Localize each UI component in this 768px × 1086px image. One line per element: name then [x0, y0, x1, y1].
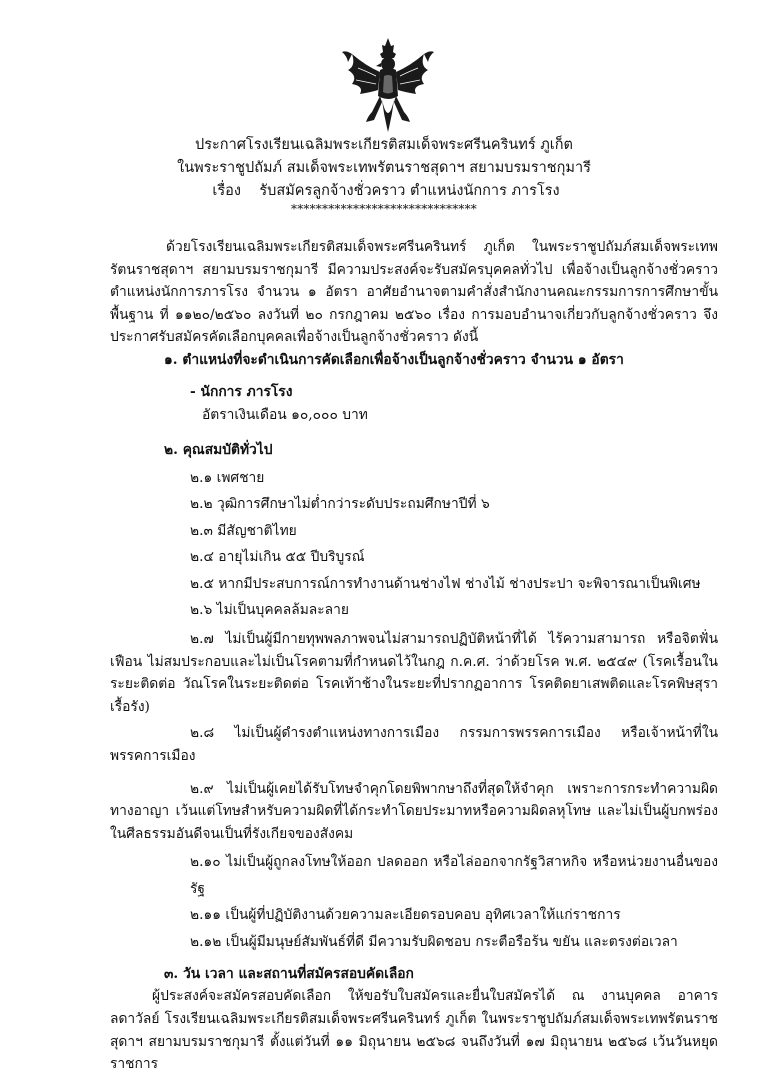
- subject-text: รับสมัครลูกจ้างชั่วคราว ตำแหน่งนักการ ภารโรง: [259, 183, 560, 199]
- qualification-item: ๒.๑๒ เป็นผู้มีมนุษย์สัมพันธ์ที่ดี มีความรับผิดชอบ กระตือรือร้น ขยัน และตรงต่อเวลา: [190, 933, 678, 950]
- announcement-body: [110, 236, 718, 1076]
- qualification-list-continued: [110, 849, 718, 955]
- section-1-heading: ๑. ตำแหน่งที่จะดำเนินการคัดเลือกเพื่อจ้างเป็นลูกจ้างชั่วคราว จำนวน ๑ อัตรา: [164, 351, 624, 368]
- qualification-item: ๒.๑๐ ไม่เป็นผู้ถูกลงโทษให้ออก ปลดออก หรือไล่ออกจากรัฐวิสาหกิจ หรือหน่วยงานอื่นของรัฐ: [190, 854, 718, 897]
- qualification-item: ๒.๓ มีสัญชาติไทย: [190, 522, 297, 539]
- separator-stars: ******************************: [291, 202, 477, 216]
- header-line-2: ในพระราชูปถัมภ์ สมเด็จพระเทพรัตนราชสุดาฯ สยามบรมราชกุมารี: [177, 160, 591, 176]
- qualification-item: ๒.๔ อายุไม่เกิน ๕๕ ปีบริบูรณ์: [190, 549, 365, 566]
- subject-label: เรื่อง: [212, 183, 241, 199]
- qualification-item: ๒.๕ หากมีประสบการณ์การทำงานด้านช่างไฟ ช่างไม้ ช่างประปา จะพิจารณาเป็นพิเศษ: [190, 575, 701, 592]
- position-salary: อัตราเงินเดือน ๑๐,๐๐๐ บาท: [202, 406, 368, 423]
- qualification-item-7: ๒.๗ ไม่เป็นผู้มีกายทุพพลภาพจนไม่สามารถปฏิบัติหน้าที่ได้ ไร้ความสามารถ หรือจิตฟั่นเฟือน ไม่สมประกอบและไม่เป็นโรคตามที่กำหนดไว้ในกฎ ก.ค.ศ. ว่าด้วยโรค พ.ศ. ๒๕๔๙ (โรคเรื้อนในระยะติดต่อ วัณโรคในระยะติดต่อ โรคเท้าช้างในระยะที่ปรากฏอาการ โรคติดยาเสพติดและโรคพิษสุราเรื้อรัง): [110, 630, 718, 715]
- subject-line: [0, 180, 768, 203]
- qualification-item: ๒.๒ วุฒิการศึกษาไม่ต่ำกว่าระดับประถมศึกษาปีที่ ๖: [190, 496, 490, 513]
- header-line-1: ประกาศโรงเรียนเฉลิมพระเกียรติสมเด็จพระศรีนครินทร์ ภูเก็ต: [195, 137, 573, 153]
- qualification-item: ๒.๑ เพศชาย: [190, 469, 265, 486]
- intro-paragraph: ด้วยโรงเรียนเฉลิมพระเกียรติสมเด็จพระศรีนครินทร์ ภูเก็ต ในพระราชูปถัมภ์สมเด็จพระเทพรัตนราชสุดาฯ สยามบรมราชกุมารี มีความประสงค์จะรับสมัครบุคคลทั่วไป เพื่อจ้างเป็นลูกจ้างชั่วคราว ตำแหน่งนักการภารโรง จำนวน ๑ อัตรา อาศัยอำนาจตามคำสั่งสำนักงานคณะกรรมการการศึกษาขั้นพื้นฐาน ที่ ๑๑๒๐/๒๕๖๐ ลงวันที่ ๒๐ กรกฎาคม ๒๕๖๐ เรื่อง การมอบอำนาจเกี่ยวกับลูกจ้างชั่วคราว จึงประกาศรับสมัครคัดเลือกบุคคลเพื่อจ้างเป็นลูกจ้างชั่วคราว ดังนี้: [110, 239, 718, 346]
- qualification-item-8: ๒.๘ ไม่เป็นผู้ดำรงตำแหน่งทางการเมือง กรรมการพรรคการเมือง หรือเจ้าหน้าที่ในพรรคการเมือง: [110, 725, 718, 764]
- qualification-item-9: ๒.๙ ไม่เป็นผู้เคยได้รับโทษจำคุกโดยพิพากษาถึงที่สุดให้จำคุก เพราะการกระทำความผิดทางอาญา เว้นแต่โทษสำหรับความผิดที่ได้กระทำโดยประมาทหรือความผิดลหุโทษ และไม่เป็นผู้บกพร่องในศีลธรรมอันดีจนเป็นที่รังเกียจของสังคม: [110, 780, 718, 842]
- announcement-header: [0, 134, 768, 215]
- section-3-heading: ๓. วัน เวลา และสถานที่สมัครสอบคัดเลือก: [164, 966, 414, 983]
- qualification-list: [110, 465, 718, 624]
- section-2-heading: ๒. คุณสมบัติทั่วไป: [164, 441, 273, 458]
- position-name: - นักการ ภารโรง: [190, 383, 293, 400]
- garuda-emblem-icon: [338, 36, 438, 134]
- qualification-item: ๒.๑๑ เป็นผู้ที่ปฏิบัติงานด้วยความละเอียดรอบคอบ อุทิศเวลาให้แก่ราชการ: [190, 907, 621, 924]
- qualification-item: ๒.๖ ไม่เป็นบุคคลล้มละลาย: [190, 602, 349, 619]
- section-3-paragraph: ผู้ประสงค์จะสมัครสอบคัดเลือก ให้ขอรับใบสมัครและยื่นใบสมัครได้ ณ งานบุคคล อาคารลดาวัลย์ โรงเรียนเฉลิมพระเกียรติสมเด็จพระศรีนครินทร์ ภูเก็ต ในพระราชูปถัมภ์สมเด็จพระเทพรัตนราชสุดาฯ สยามบรมราชกุมารี ตั้งแต่วันที่ ๑๑ มิถุนายน ๒๕๖๘ จนถึงวันที่ ๑๗ มิถุนายน ๒๕๖๘ เว้นวันหยุดราชการ: [110, 988, 718, 1073]
